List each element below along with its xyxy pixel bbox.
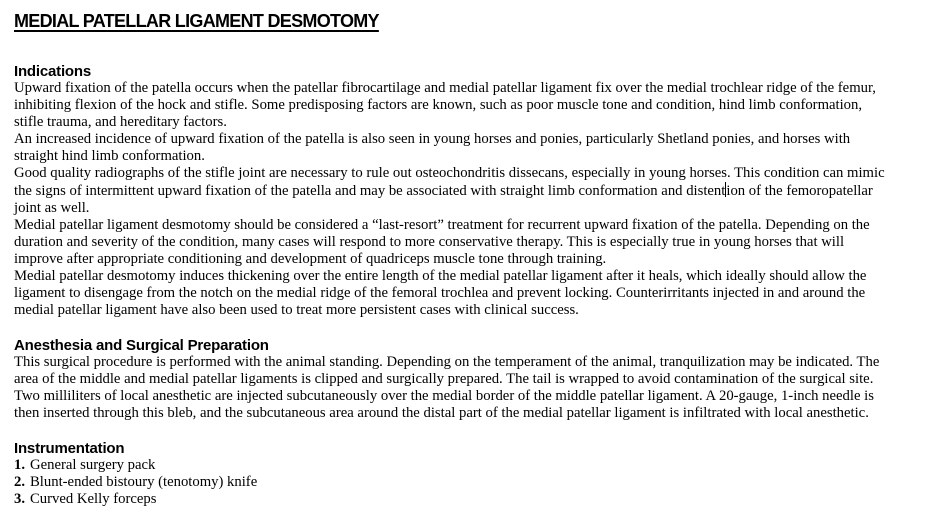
instrumentation-heading[interactable]: Instrumentation [14, 440, 125, 457]
indications-paragraph-1[interactable]: Upward fixation of the patella occurs when the patellar fibrocartilage and medial patellar ligament fix over the medial trochlear ridge of the femur, inhibiting flexion of the hock and stifle. Some predisposing factors are known, such as poor muscle tone and condition, hind limb conformation, stifle trauma, and hereditary factors. [14, 80, 876, 130]
paragraph-3-text-before-cursor: Good quality radiographs of the stifle joint are necessary to rule out osteochondritis dissecans, especially in young horses. This condition can mimic the signs of intermittent upward fixation of the patella and may be associated with straight limb conformation and distent [14, 165, 885, 199]
indications-paragraph-5[interactable]: Medial patellar desmotomy induces thickening over the entire length of the medial patellar ligament after it heals, which ideally should allow the ligament to disengage from the notch on the medial ridge of the femoral trochlea and prevent locking. Counterirritants injected in and around the medial patellar ligament have also been used to treat more persistent cases with clinical success. [14, 268, 867, 318]
indications-heading[interactable]: Indications [14, 63, 91, 80]
item-3-text: Curved Kelly forceps [30, 491, 157, 507]
document-title[interactable]: MEDIAL PATELLAR LIGAMENT DESMOTOMY [14, 11, 379, 31]
item-2-number: 2. [14, 474, 26, 490]
section-anesthesia [14, 337, 890, 422]
item-2-text: Blunt-ended bistoury (tenotomy) knife [30, 474, 258, 490]
instrumentation-item-1[interactable] [14, 457, 890, 474]
item-1-text: General surgery pack [30, 457, 156, 473]
item-3-number: 3. [14, 491, 26, 507]
instrumentation-item-2[interactable] [14, 474, 890, 491]
instrumentation-item-3[interactable] [14, 491, 890, 508]
section-instrumentation [14, 440, 890, 508]
item-1-number: 1. [14, 457, 26, 473]
indications-paragraph-2[interactable]: An increased incidence of upward fixation of the patella is also seen in young horses and ponies, particularly Shetland ponies, and horses with straight hind limb conformation. [14, 131, 851, 164]
anesthesia-heading[interactable]: Anesthesia and Surgical Preparation [14, 337, 269, 354]
paragraph-3-text-after-cursor: ion of the femoropatellar joint as well. [14, 183, 873, 216]
indications-paragraph-4[interactable]: Medial patellar ligament desmotomy should be considered a “last-resort” treatment for recurrent upward fixation of the patella. Depending on the duration and severity of the condition, many cases will respond to more conservative therapy. This is especially true in young horses that will improve after appropriate conditioning and development of quadriceps muscle tone through training. [14, 217, 870, 267]
anesthesia-paragraph-1[interactable]: This surgical procedure is performed with the animal standing. Depending on the temperament of the animal, tranquilization may be indicated. The area of the middle and medial patellar ligaments is clipped and surgically prepared. The tail is wrapped to avoid contamination of the surgical site. Two milliliters of local anesthetic are injected subcutaneously over the medial border of the middle patellar ligament. A 20-gauge, 1-inch needle is then inserted through this bleb, and the subcutaneous area around the distal part of the medial patellar ligament is infiltrated with local anesthetic. [14, 354, 880, 421]
section-indications [14, 63, 890, 319]
indications-paragraph-3[interactable] [14, 165, 890, 217]
